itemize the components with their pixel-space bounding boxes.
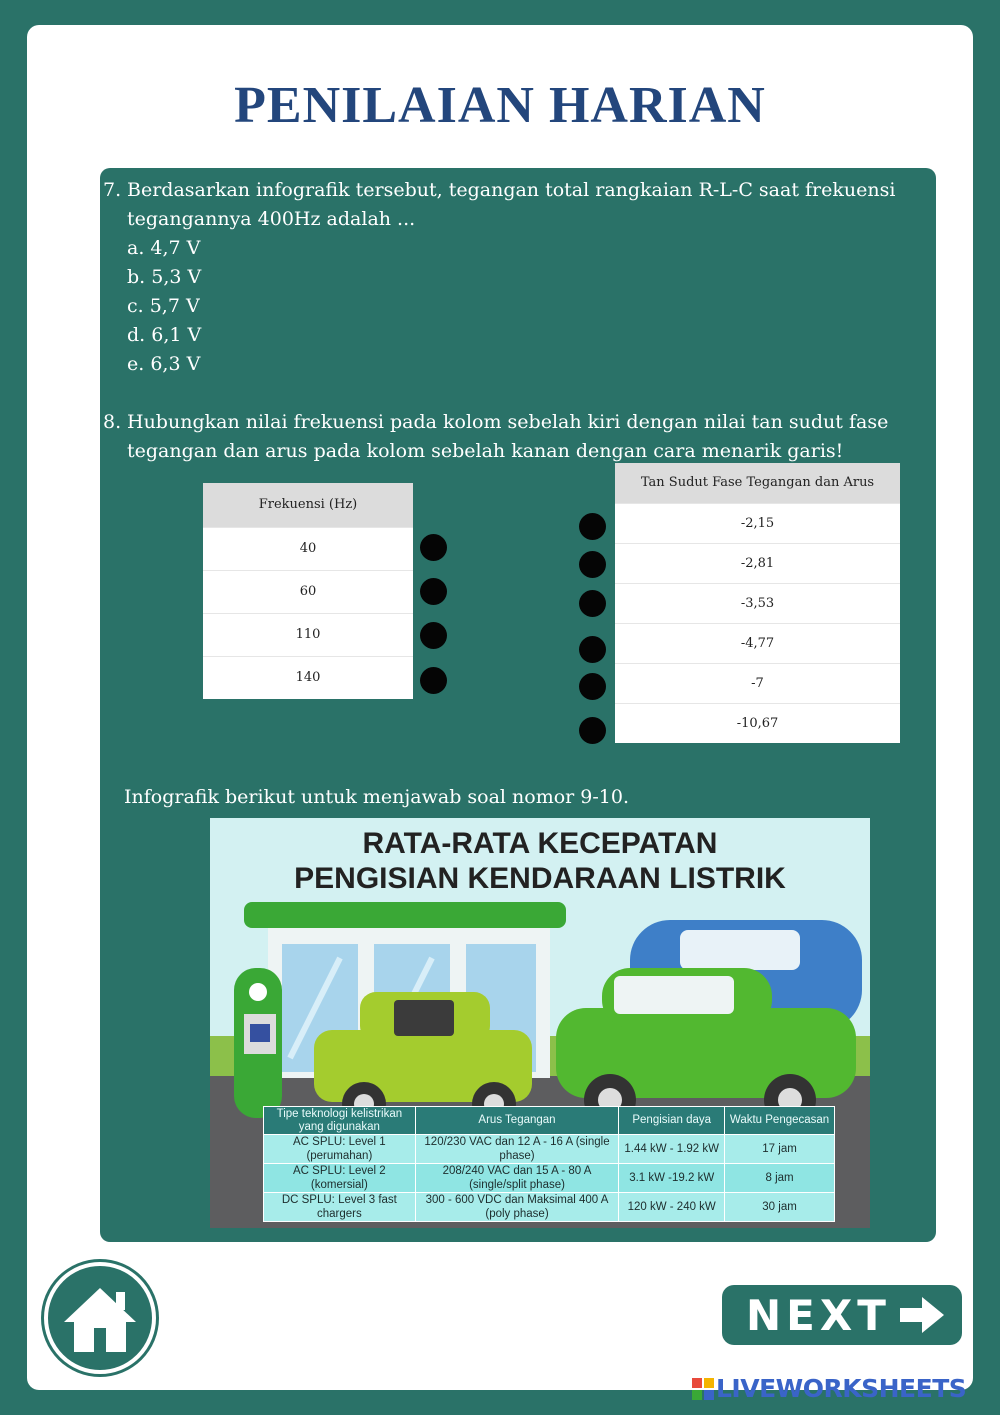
answer-option-a[interactable]: a. 4,7 V <box>127 237 201 259</box>
question-text-line: Hubungkan nilai frekuensi pada kolom sebelah kiri dengan nilai tan sudut fase <box>127 411 889 433</box>
home-button[interactable] <box>44 1262 156 1374</box>
table-header: Pengisian daya <box>619 1107 725 1135</box>
table-row <box>264 1164 835 1193</box>
match-dot-right-5[interactable] <box>579 673 606 700</box>
next-button[interactable] <box>722 1285 962 1345</box>
table-row <box>264 1135 835 1164</box>
question-number: 8. <box>103 411 122 433</box>
match-dot-right-3[interactable] <box>579 590 606 617</box>
table-cell: 208/240 VAC dan 15 A - 80 A (single/split phase) <box>415 1164 619 1193</box>
infographic-caption: Infografik berikut untuk menjawab soal nomor 9-10. <box>124 786 630 808</box>
table-cell: -10,67 <box>615 703 900 743</box>
phase-tangent-table <box>615 463 900 743</box>
brand-name: LIVEWORKSHEETS <box>716 1374 967 1403</box>
charging-speed-table <box>263 1106 835 1222</box>
table-cell: 1.44 kW - 1.92 kW <box>619 1135 725 1164</box>
question-text-line: tegangannya 400Hz adalah ... <box>127 208 416 230</box>
infographic-title-line: PENGISIAN KENDARAAN LISTRIK <box>294 862 786 895</box>
match-dot-left-1[interactable] <box>420 534 447 561</box>
answer-option-e[interactable]: e. 6,3 V <box>127 353 201 375</box>
table-cell: 8 jam <box>725 1164 835 1193</box>
ev-charging-infographic <box>210 818 870 1228</box>
table-cell: 110 <box>203 613 413 656</box>
table-cell: -2,15 <box>615 503 900 543</box>
frequency-table <box>203 483 413 699</box>
match-dot-left-2[interactable] <box>420 578 447 605</box>
logo-mark-icon <box>692 1376 716 1404</box>
table-header: Tipe teknologi kelistrikan yang digunakan <box>264 1107 416 1135</box>
question-text-line: tegangan dan arus pada kolom sebelah kanan dengan cara menarik garis! <box>127 440 844 462</box>
infographic-title <box>210 826 870 896</box>
match-dot-left-3[interactable] <box>420 622 447 649</box>
table-cell: 17 jam <box>725 1135 835 1164</box>
table-cell: 300 - 600 VDC dan Maksimal 400 A (poly phase) <box>415 1193 619 1222</box>
table-cell: 60 <box>203 570 413 613</box>
table-cell: 30 jam <box>725 1193 835 1222</box>
match-dot-left-4[interactable] <box>420 667 447 694</box>
match-dot-right-6[interactable] <box>579 717 606 744</box>
question-7 <box>103 176 895 379</box>
table-cell: -2,81 <box>615 543 900 583</box>
table-cell: 120/230 VAC dan 12 A - 16 A (single phase) <box>415 1135 619 1164</box>
match-dot-right-1[interactable] <box>579 513 606 540</box>
match-dot-right-2[interactable] <box>579 551 606 578</box>
page-title: PENILAIAN HARIAN <box>234 77 766 134</box>
table-cell: 3.1 kW -19.2 kW <box>619 1164 725 1193</box>
question-number: 7. <box>103 179 122 201</box>
table-cell: AC SPLU: Level 2 (komersial) <box>264 1164 416 1193</box>
match-dot-right-4[interactable] <box>579 636 606 663</box>
table-row <box>264 1193 835 1222</box>
infographic-title-line: RATA-RATA KECEPATAN <box>362 827 718 860</box>
arrow-right-icon <box>898 1295 948 1335</box>
answer-option-d[interactable]: d. 6,1 V <box>127 324 202 346</box>
table-cell: -3,53 <box>615 583 900 623</box>
question-8 <box>103 408 888 466</box>
next-button-label: NEXT <box>746 1291 891 1340</box>
table-cell: -4,77 <box>615 623 900 663</box>
question-text-line: Berdasarkan infografik tersebut, tegangan total rangkaian R-L-C saat frekuensi <box>127 179 896 201</box>
table-cell: AC SPLU: Level 1 (perumahan) <box>264 1135 416 1164</box>
table-header: Tan Sudut Fase Tegangan dan Arus <box>615 463 900 503</box>
table-header: Arus Tegangan <box>415 1107 619 1135</box>
table-header: Waktu Pengecasan <box>725 1107 835 1135</box>
answer-option-b[interactable]: b. 5,3 V <box>127 266 202 288</box>
table-cell: -7 <box>615 663 900 703</box>
answer-option-c[interactable]: c. 5,7 V <box>127 295 200 317</box>
table-header: Frekuensi (Hz) <box>203 483 413 527</box>
table-cell: 120 kW - 240 kW <box>619 1193 725 1222</box>
table-cell: 40 <box>203 527 413 570</box>
table-cell: DC SPLU: Level 3 fast chargers <box>264 1193 416 1222</box>
table-cell: 140 <box>203 656 413 699</box>
home-icon <box>48 1266 152 1370</box>
